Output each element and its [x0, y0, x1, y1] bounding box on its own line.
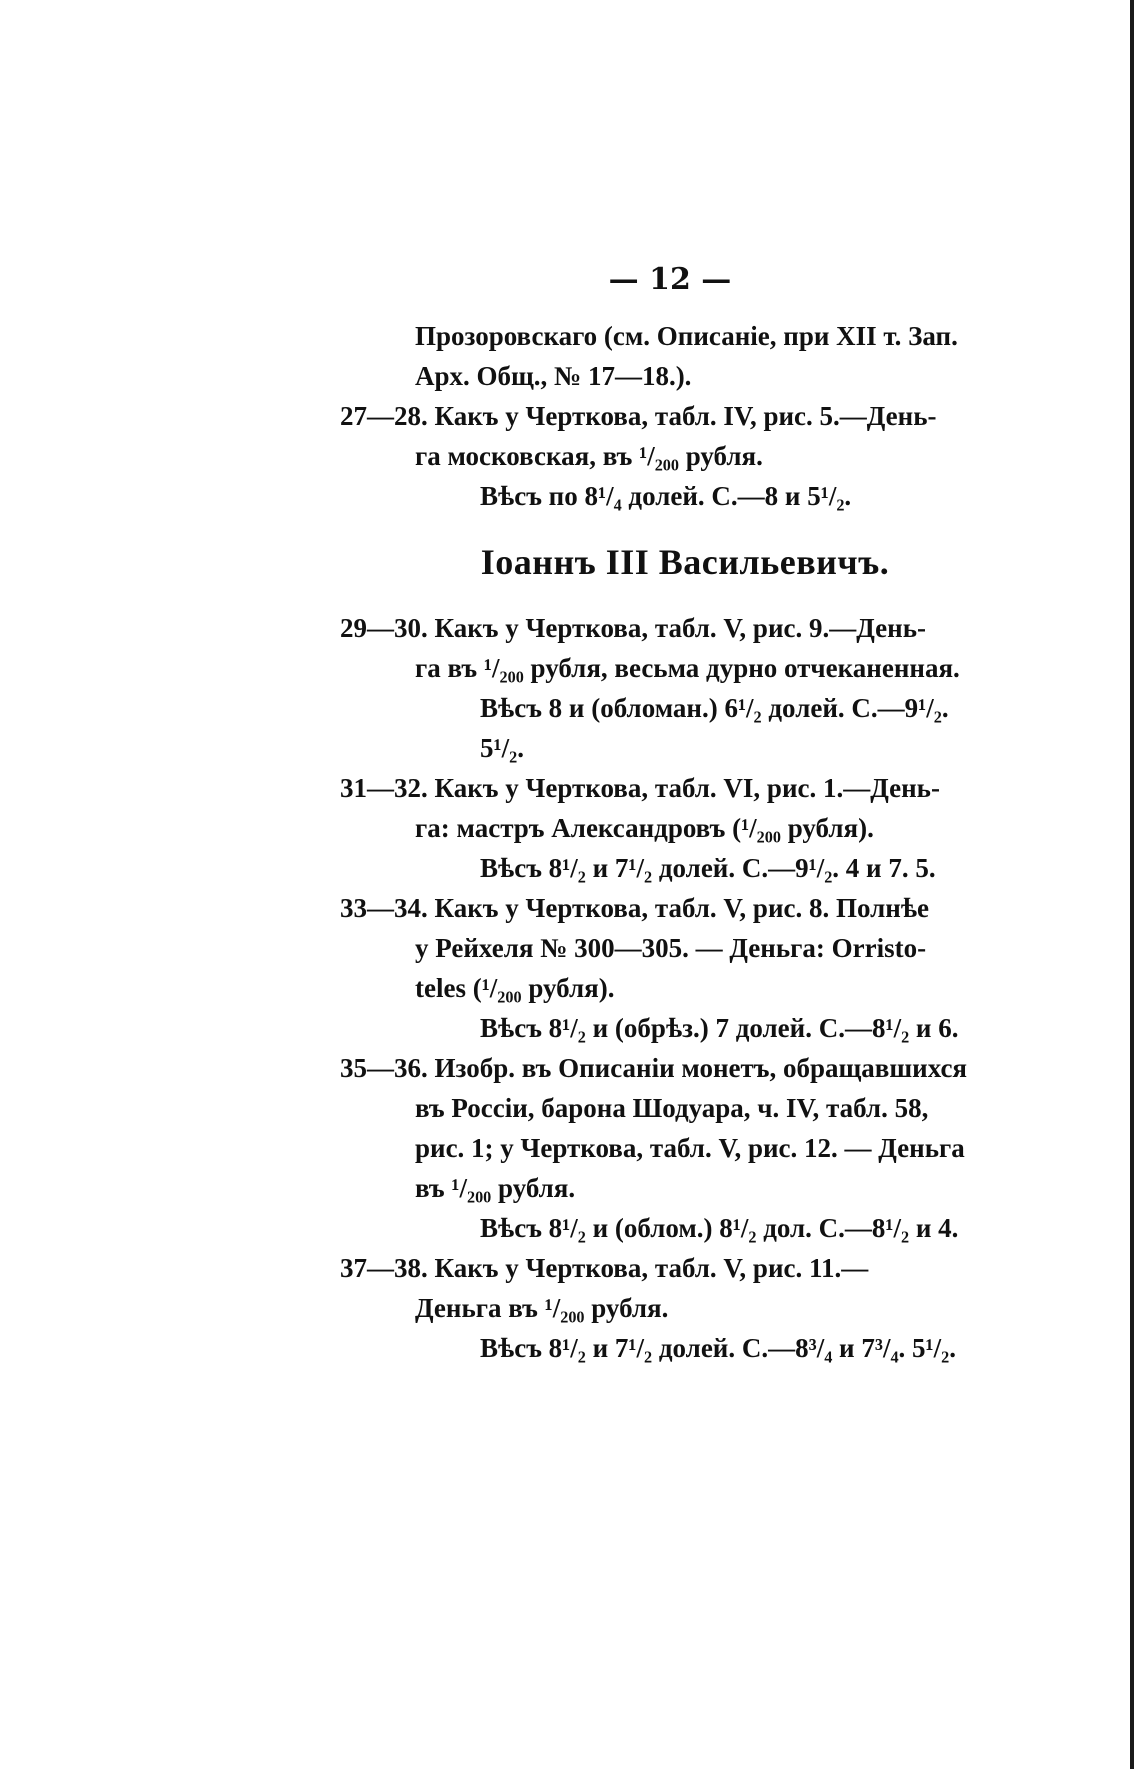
text-line: 37—38. Какъ у Черткова, табл. V, рис. 11.—: [340, 1253, 869, 1283]
text-line: Вѣсъ 8¹/₂ и 7¹/₂ долей. С.—8³/₄ и 7³/₄. 5¹/₂.: [480, 1333, 956, 1363]
text-line: въ ¹/₂₀₀ рубля.: [415, 1173, 576, 1203]
text-line: рис. 1; у Черткова, табл. V, рис. 12. — Деньга: [415, 1133, 965, 1163]
text-line: 5¹/₂.: [480, 733, 524, 763]
paragraph-group-2: [340, 608, 1030, 1368]
text-line: Вѣсъ 8 и (обломан.) 6¹/₂ долей. С.—9¹/₂.: [480, 693, 949, 723]
text-line: въ Россіи, барона Шодуара, ч. IV, табл. 58,: [415, 1093, 929, 1123]
text-line: Арх. Общ., № 17—18.).: [415, 361, 692, 391]
page-edge-line: [1130, 0, 1134, 1769]
section-heading: Іоаннъ III Васильевичъ.: [480, 542, 890, 582]
text-line: 31—32. Какъ у Черткова, табл. VI, рис. 1.—День-: [340, 773, 940, 803]
text-line: teles (¹/₂₀₀ рубля).: [415, 973, 615, 1003]
text-line: Вѣсъ по 8¹/₄ долей. С.—8 и 5¹/₂.: [480, 481, 852, 511]
paragraph-group-1: [340, 316, 1030, 516]
text-line: Вѣсъ 8¹/₂ и (обрѣз.) 7 долей. С.—8¹/₂ и 6.: [480, 1013, 959, 1043]
page-number: — 12 —: [608, 262, 732, 297]
text-line: га московская, въ ¹/₂₀₀ рубля.: [415, 441, 763, 471]
text-line: га въ ¹/₂₀₀ рубля, весьма дурно отчеканенная.: [415, 653, 960, 683]
text-line: Прозоровскаго (см. Описаніе, при XII т. Зап.: [415, 321, 958, 351]
text-line: 33—34. Какъ у Черткова, табл. V, рис. 8. Полнѣе: [340, 893, 930, 923]
text-line: Вѣсъ 8¹/₂ и 7¹/₂ долей. С.—9¹/₂. 4 и 7. 5.: [480, 853, 936, 883]
text-line: га: мастръ Александровъ (¹/₂₀₀ рубля).: [415, 813, 874, 843]
text-line: у Рейхеля № 300—305. — Деньга: Orristo-: [415, 933, 927, 963]
text-line: 29—30. Какъ у Черткова, табл. V, рис. 9.—День-: [340, 613, 926, 643]
text-line: 35—36. Изобр. въ Описаніи монетъ, обращавшихся: [340, 1053, 968, 1083]
text-line: 27—28. Какъ у Черткова, табл. IV, рис. 5.—День-: [340, 401, 937, 431]
text-line: Вѣсъ 8¹/₂ и (облом.) 8¹/₂ дол. С.—8¹/₂ и 4.: [480, 1213, 959, 1243]
text-line: Деньга въ ¹/₂₀₀ рубля.: [415, 1293, 669, 1323]
text-body: [340, 316, 1030, 1368]
